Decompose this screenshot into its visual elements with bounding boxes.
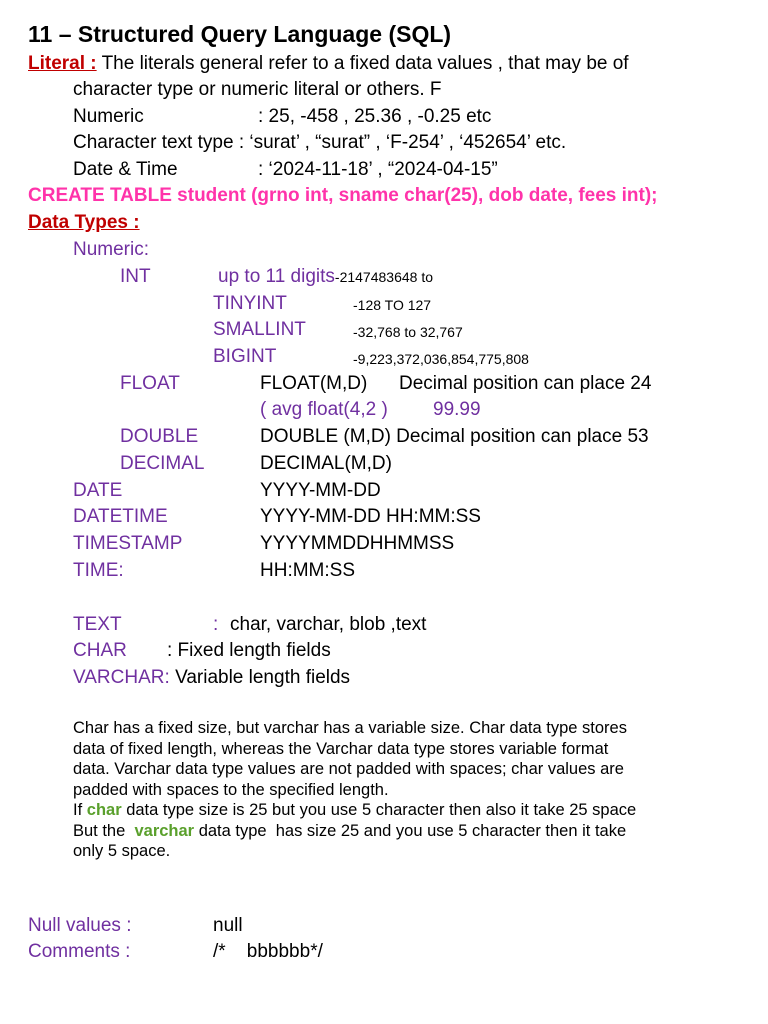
bigint-name: BIGINT	[213, 346, 277, 367]
paragraph-text: data type has size 25 and you use 5 character then it take	[194, 821, 627, 840]
time-format: HH:MM:SS	[260, 560, 355, 581]
varchar-keyword: varchar	[134, 821, 195, 840]
paragraph-line: data of fixed length, whereas the Varchar data type stores variable format	[73, 739, 609, 758]
text-value: char, varchar, blob ,text	[230, 614, 427, 635]
float-name: FLOAT	[120, 373, 180, 394]
tinyint-range: -128 TO 127	[353, 297, 432, 313]
smallint-range: -32,768 to 32,767	[353, 324, 463, 340]
data-types-label: Data Types :	[28, 212, 140, 233]
timestamp-name: TIMESTAMP	[73, 533, 183, 554]
float-desc: Decimal position can place 24	[399, 373, 652, 394]
varchar-name: VARCHAR:	[73, 667, 170, 688]
char-name: CHAR	[73, 640, 127, 661]
time-name: TIME:	[73, 560, 124, 581]
literal-datetime-value: : ‘2024-11-18’ , “2024-04-15”	[258, 159, 498, 180]
decimal-name: DECIMAL	[120, 453, 205, 474]
timestamp-format: YYYYMMDDHHMMSS	[260, 533, 455, 554]
char-row	[73, 639, 127, 663]
int-row	[218, 265, 433, 289]
paragraph-line: data. Varchar data type values are not padded with spaces; char values are	[73, 760, 624, 778]
float-example: ( avg float(4,2 )	[260, 399, 388, 420]
paragraph-line	[73, 821, 743, 842]
date-name: DATE	[73, 480, 123, 501]
literal-description-2: character type or numeric literal or others. F	[73, 79, 442, 100]
paragraph-text: If	[73, 801, 87, 819]
char-keyword: char	[86, 801, 122, 819]
text-name: TEXT	[73, 614, 122, 635]
decimal-syntax: DECIMAL(M,D)	[260, 453, 392, 474]
literal-character-row	[73, 131, 566, 155]
literal-description: The literals general refer to a fixed data values , that may be of	[101, 53, 629, 74]
int-desc: up to 11 digits	[218, 266, 335, 287]
double-syntax: DOUBLE (M,D) Decimal position can place 53	[260, 426, 649, 447]
float-syntax: FLOAT(M,D)	[260, 373, 368, 394]
date-format: YYYY-MM-DD	[260, 480, 381, 501]
int-name: INT	[120, 266, 151, 287]
paragraph-text: data type size is 25 but you use 5 character then also it take 25 space	[121, 801, 637, 819]
comments-label: Comments :	[28, 941, 131, 962]
paragraph-line: Char has a fixed size, but varchar has a variable size. Char data type stores	[73, 719, 627, 737]
numeric-label: Numeric:	[73, 239, 150, 260]
null-values-value: null	[213, 915, 243, 936]
literal-character-value: : ‘surat’ , “surat” , ‘F-254’ , ‘452654’ etc.	[238, 132, 567, 153]
literal-line-1	[28, 52, 629, 76]
paragraph-line	[73, 800, 743, 821]
null-values-label: Null values :	[28, 915, 132, 936]
char-varchar-explanation	[73, 718, 743, 862]
datetime-format: YYYY-MM-DD HH:MM:SS	[260, 506, 481, 527]
paragraph-line: padded with spaces to the specified length.	[73, 780, 389, 799]
tinyint-name: TINYINT	[213, 293, 287, 314]
comments-value: /* bbbbbb*/	[213, 941, 323, 962]
literal-label: Literal :	[28, 53, 97, 74]
literal-numeric-value: : 25, -458 , 25.36 , -0.25 etc	[258, 106, 492, 127]
datetime-name: DATETIME	[73, 506, 168, 527]
smallint-name: SMALLINT	[213, 319, 306, 340]
literal-character-name: Character text type	[73, 132, 234, 153]
paragraph-line: only 5 space.	[73, 842, 171, 860]
int-range: -2147483648 to	[334, 269, 433, 285]
varchar-row	[73, 666, 350, 690]
paragraph-text: But the	[73, 821, 135, 840]
literal-numeric-name: Numeric	[73, 106, 144, 127]
float-example-value: 99.99	[433, 399, 481, 420]
literal-datetime-name: Date & Time	[73, 159, 178, 180]
char-value: : Fixed length fields	[167, 640, 331, 661]
page-title: 11 – Structured Query Language (SQL)	[28, 21, 452, 47]
text-colon: :	[213, 614, 219, 635]
double-name: DOUBLE	[120, 426, 199, 447]
varchar-value: Variable length fields	[175, 667, 351, 688]
bigint-range: -9,223,372,036,854,775,808	[353, 351, 529, 367]
create-table-statement: CREATE TABLE student (grno int, sname char(25), dob date, fees int);	[28, 185, 658, 206]
